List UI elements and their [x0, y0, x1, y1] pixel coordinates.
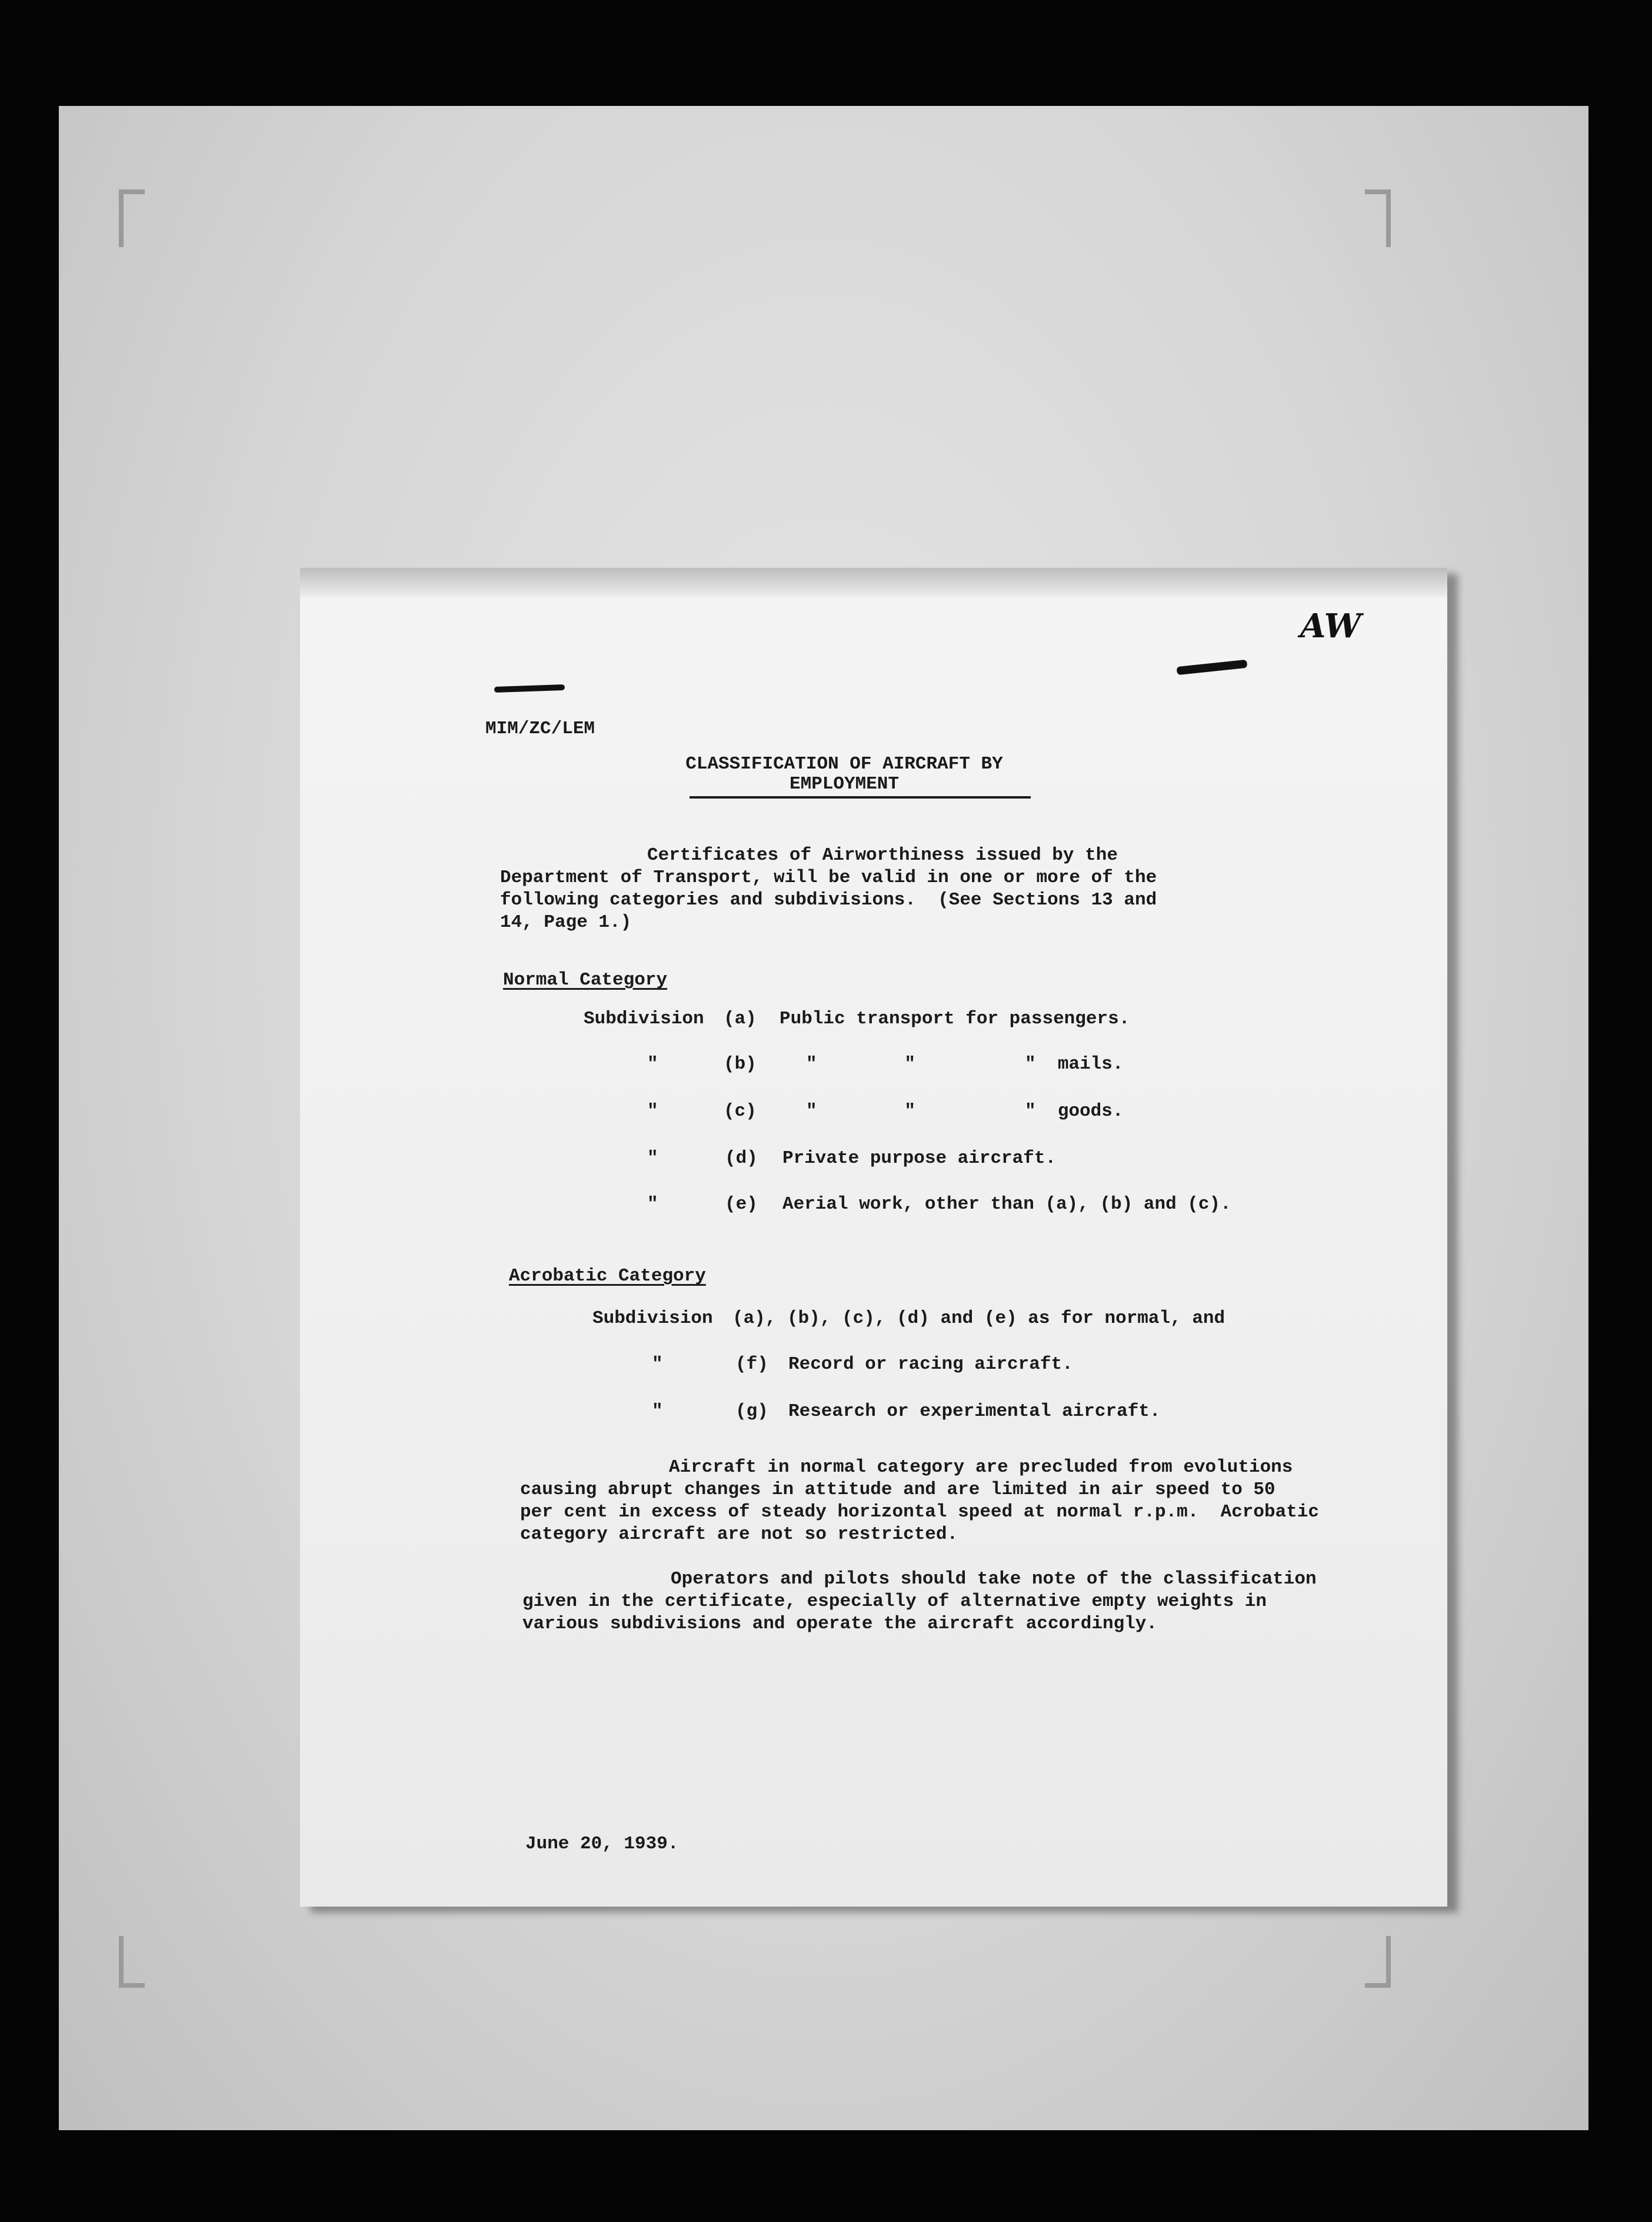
crop-mark-top-right: [1365, 189, 1391, 247]
para1-line-3: per cent in excess of steady horizontal speed at normal r.p.m. Acrobatic: [520, 1502, 1320, 1522]
row-label: Subdivision: [584, 1009, 704, 1029]
row-letter: (g): [735, 1401, 768, 1422]
row-letter: (b): [724, 1054, 757, 1075]
intro-line-1: Certificates of Airworthiness issued by the: [647, 845, 1118, 866]
row-text: Private purpose aircraft.: [782, 1148, 1057, 1169]
crop-mark-bottom-right: [1365, 1936, 1391, 1988]
row-label: ": [647, 1101, 658, 1122]
acrobatic-category-heading: Acrobatic Category: [509, 1266, 706, 1286]
row-text: Aerial work, other than (a), (b) and (c).: [782, 1194, 1231, 1215]
normal-category-heading: Normal Category: [503, 970, 668, 990]
row-letter: (a), (b), (c), (d) and (e) as for normal, and: [732, 1308, 1225, 1329]
row-text: Record or racing aircraft.: [788, 1354, 1073, 1375]
pen-mark: [494, 684, 565, 693]
intro-line-3: following categories and subdivisions. (See Sections 13 and: [500, 890, 1157, 910]
para1-line-4: category aircraft are not so restricted.: [520, 1524, 958, 1545]
para2-line-3: various subdivisions and operate the aircraft accordingly.: [522, 1614, 1157, 1634]
row-letter: (a): [724, 1009, 757, 1029]
title-line-2: EMPLOYMENT: [789, 774, 900, 794]
title-rule: [690, 796, 1031, 799]
row-text: Research or experimental aircraft.: [788, 1401, 1161, 1422]
para1-line-2: causing abrupt changes in attitude and are limited in air speed to 50: [520, 1479, 1275, 1500]
crop-mark-top-left: [119, 189, 145, 247]
row-label: Subdivision: [592, 1308, 713, 1329]
row-label: ": [647, 1148, 658, 1169]
row-letter: (d): [725, 1148, 758, 1169]
page-top-edge: [300, 568, 1447, 597]
row-letter: (c): [724, 1101, 757, 1122]
intro-line-4: 14, Page 1.): [500, 912, 632, 933]
para1-line-1: Aircraft in normal category are precluded from evolutions: [669, 1457, 1293, 1478]
row-text: " " " mails.: [806, 1054, 1124, 1075]
para2-line-1: Operators and pilots should take note of the classification: [671, 1569, 1317, 1589]
row-label: ": [652, 1354, 663, 1375]
row-label: ": [647, 1054, 658, 1075]
row-label: ": [652, 1401, 663, 1422]
row-label: ": [647, 1194, 658, 1215]
row-letter: (e): [725, 1194, 758, 1215]
reference-code: MIM/ZC/LEM: [485, 719, 595, 739]
row-text: " " " goods.: [806, 1101, 1124, 1122]
document-date: June 20, 1939.: [525, 1834, 679, 1854]
para2-line-2: given in the certificate, especially of alternative empty weights in: [522, 1591, 1267, 1612]
title-line-1: CLASSIFICATION OF AIRCRAFT BY: [685, 754, 1003, 774]
row-text: Public transport for passengers.: [780, 1009, 1130, 1029]
intro-line-2: Department of Transport, will be valid in one or more of the: [500, 867, 1157, 888]
row-letter: (f): [735, 1354, 768, 1375]
handwritten-initials: AW: [1300, 607, 1361, 646]
document-page: [300, 568, 1447, 1907]
crop-mark-bottom-left: [119, 1936, 145, 1988]
pen-mark-right: [1177, 660, 1248, 675]
